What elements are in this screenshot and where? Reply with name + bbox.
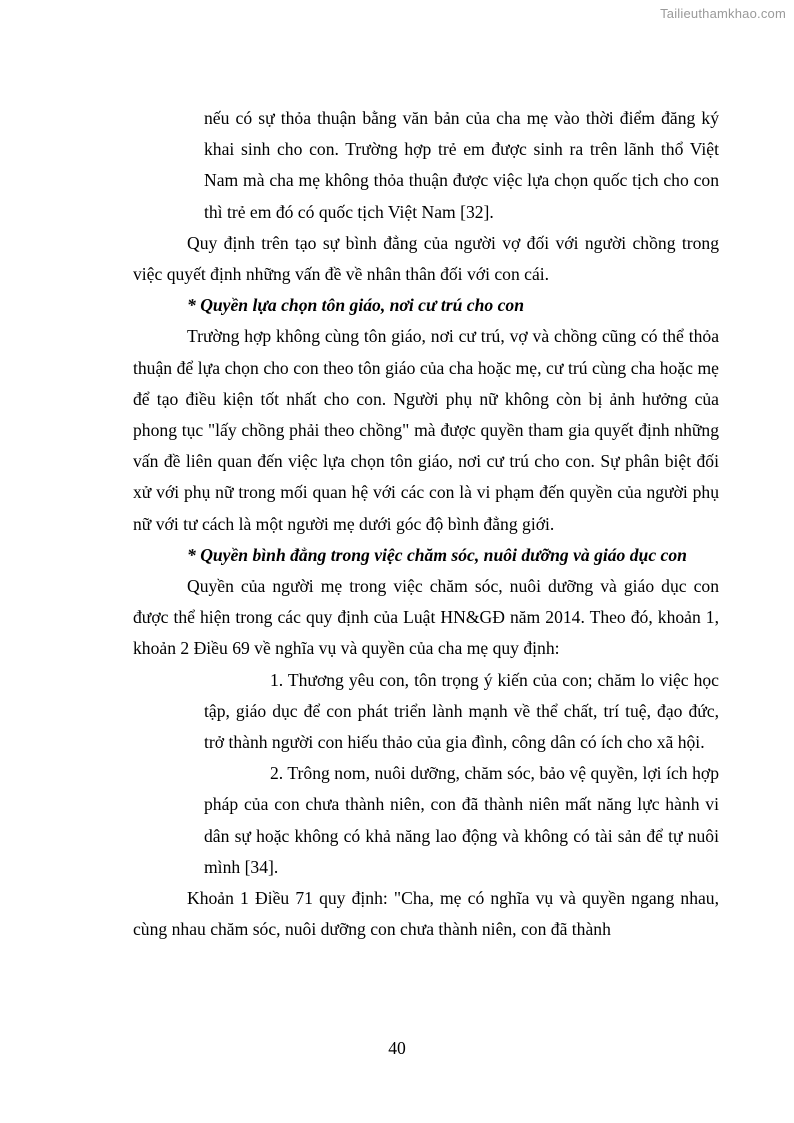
quote-nationality-continuation: nếu có sự thỏa thuận bằng văn bản của cha mẹ vào thời điểm đăng ký khai sinh cho con. Trường hợp trẻ em được sinh ra trên lãnh thổ Việt Nam mà cha mẹ không thỏa thuận được việc lựa chọn quốc tịch cho con thì trẻ em đó có quốc tịch Việt Nam [32]. [204, 108, 719, 222]
paragraph-care-upbringing: Quyền của người mẹ trong việc chăm sóc, nuôi dưỡng và giáo dục con được thể hiện trong các quy định của Luật HN&GĐ năm 2014. Theo đó, khoản 1, khoản 2 Điều 69 về nghĩa vụ và quyền của cha mẹ quy định: [133, 576, 719, 659]
heading-care-upbringing: * Quyền bình đẳng trong việc chăm sóc, nuôi dưỡng và giáo dục con [187, 544, 687, 565]
quote-clause-2: 2. Trông nom, nuôi dưỡng, chăm sóc, bảo vệ quyền, lợi ích hợp pháp của con chưa thành niên, con đã thành niên mất năng lực hành vi dân sự hoặc không có khả năng lao động và không có tài sản để tự nuôi mình [34]. [204, 763, 719, 877]
paragraph-equality-personal-matters: Quy định trên tạo sự bình đẳng của người vợ đối với người chồng trong việc quyết định những vấn đề về nhân thân đối với con cái. [133, 232, 719, 285]
paragraph-religion-residence: Trường hợp không cùng tôn giáo, nơi cư trú, vợ và chồng cũng có thể thỏa thuận để lựa chọn cho con theo tôn giáo của cha hoặc mẹ, cư trú cùng cha hoặc mẹ để tạo điều kiện tốt nhất cho con. Người phụ nữ không còn bị ảnh hưởng của phong tục "lấy chồng phải theo chồng" mà được quyền tham gia quyết định những vấn đề liên quan đến việc lựa chọn tôn giáo, nơi cư trú cho con. Sự phân biệt đối xử với phụ nữ trong mối quan hệ với các con là vi phạm đến quyền của người phụ nữ với tư cách là một người mẹ dưới góc độ bình đẳng giới. [133, 326, 719, 534]
heading-religion-residence: * Quyền lựa chọn tôn giáo, nơi cư trú cho con [187, 295, 524, 316]
watermark-text: Tailieuthamkhao.com [660, 6, 786, 21]
page-number: 40 [388, 1038, 406, 1058]
page-body [133, 103, 719, 945]
quote-clause-1: 1. Thương yêu con, tôn trọng ý kiến của con; chăm lo việc học tập, giáo dục để con phát triển lành mạnh về thể chất, trí tuệ, đạo đức, trở thành người con hiếu thảo của gia đình, công dân có ích cho xã hội. [204, 669, 719, 753]
paragraph-article-71: Khoản 1 Điều 71 quy định: "Cha, mẹ có nghĩa vụ và quyền ngang nhau, cùng nhau chăm sóc, nuôi dưỡng con chưa thành niên, con đã thành [133, 888, 719, 940]
